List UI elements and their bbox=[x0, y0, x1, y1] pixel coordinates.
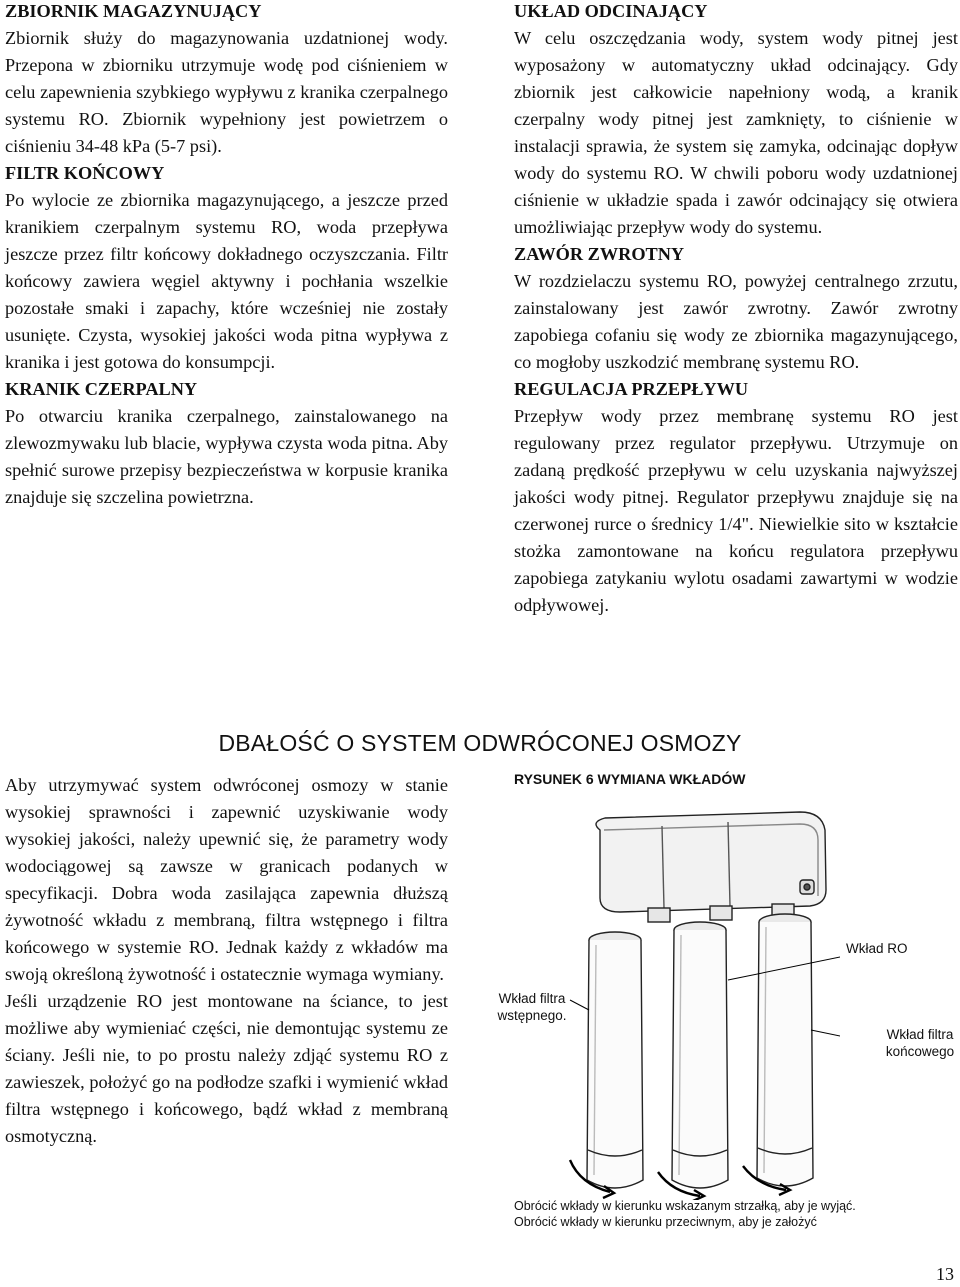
flow-regulation-heading: REGULACJA PRZEPŁYWU bbox=[514, 379, 749, 399]
check-valve-text: W rozdzielaczu systemu RO, powyżej centralnego zrzutu, zainstalowany jest zawór zwrotny. Zawór zwrotny zapobiega cofaniu się wody ze zbiornika magazynującego, co mogłoby uszkodzić membranę systemu RO. bbox=[514, 271, 958, 372]
label-post-filter-line-2: końcowego bbox=[885, 1044, 955, 1059]
label-pre-filter-line-1: Wkład filtra bbox=[498, 991, 566, 1006]
cartridge-replacement-illustration bbox=[560, 800, 840, 1200]
maintenance-paragraph-2: Jeśli urządzenie RO jest montowane na ściance, to jest możliwe aby wymieniać części, nie demontując systemu ze ściany. Jeśli nie, to po prostu należy zdjąć systemu RO z zawieszek, położyć go na podłodze szafki i wymienić wkład filtra wstępnego i końcowego, bądź wkład z membraną osmotyczną. bbox=[5, 991, 448, 1146]
final-filter-heading: FILTR KOŃCOWY bbox=[5, 163, 165, 183]
label-ro-cartridge: Wkład RO bbox=[846, 941, 908, 956]
shutoff-text: W celu oszczędzania wody, system wody pitnej jest wyposażony w automatyczny układ odcinający. Gdy zbiornik jest całkowicie napełniony wodą, a kranik czerpalny wody pitnej jest zamknięty, to ciśnienie w instalacji sprawia, że system się zamyka, odcinając dopływ wody do systemu RO. W chwili poboru wody uzdatnionej ciśnienie w układzie spada i zawór odcinający się otwiera umożliwiając przepływ wody do systemu. bbox=[514, 28, 958, 237]
label-pre-filter-line-2: wstępnego. bbox=[497, 1008, 567, 1023]
figure-title: RYSUNEK 6 WYMIANA WKŁADÓW bbox=[514, 771, 746, 787]
label-pre-filter bbox=[486, 990, 578, 1024]
page-number: 13 bbox=[936, 1264, 954, 1284]
figure-caption-line-1: Obrócić wkłady w kierunku wskazanym strzałką, aby je wyjąć. bbox=[514, 1199, 856, 1213]
label-post-filter bbox=[880, 1026, 960, 1060]
figure-caption-line-2: Obrócić wkłady w kierunku przeciwnym, aby je założyć bbox=[514, 1215, 817, 1229]
tank-heading: ZBIORNIK MAGAZYNUJĄCY bbox=[5, 1, 262, 21]
left-column bbox=[5, 0, 448, 511]
check-valve-heading: ZAWÓR ZWROTNY bbox=[514, 244, 685, 264]
tank-text: Zbiornik służy do magazynowania uzdatnionej wody. Przepona w zbiorniku utrzymuje wodę pod ciśnieniem w celu zapewnienia szybkiego wypływu z kranika czerpalnego systemu RO. Zbiornik wypełniony jest powietrzem o ciśnieniu 34-48 kPa (5-7 psi). bbox=[5, 28, 448, 156]
maintenance-text bbox=[5, 772, 448, 1150]
flow-regulation-text: Przepływ wody przez membranę systemu RO jest regulowany przez regulator przepływu. Utrzymuje on zadaną prędkość przepływu w celu uzyskania najwyższej jakości wody pitnej. Regulator przepływu znajduje się na czerwonej rurce o średnicy 1/4". Niewielkie sito w kształcie stożka zamontowane na końcu regulatora przepływu zapobiega zatykaniu wylotu osadami zawartymi w wodzie odpływowej. bbox=[514, 406, 958, 615]
shutoff-heading: UKŁAD ODCINAJĄCY bbox=[514, 1, 708, 21]
faucet-heading: KRANIK CZERPALNY bbox=[5, 379, 198, 399]
figure-caption bbox=[514, 1198, 856, 1230]
maintenance-paragraph-1: Aby utrzymywać system odwróconej osmozy w stanie wysokiej sprawności i zapewnić uzyskiwanie wody wysokiej jakości, należy upewnić się, że parametry wody wodociągowej są zawsze w granicach podanych w specyfikacji. Dobra woda zasilająca zapewnia dłuższą żywotność wkładu z membraną, filtra wstępnego i filtra końcowego w systemie RO. Jednak każdy z wkładów ma swoją określoną żywotność i ostatecznie wymaga wymiany. bbox=[5, 775, 448, 984]
label-post-filter-line-1: Wkład filtra bbox=[886, 1027, 954, 1042]
final-filter-text: Po wylocie ze zbiornika magazynującego, a jeszcze przed kranikiem czerpalnym systemu RO, woda przepływa jeszcze przez filtr końcowy dokładnego oczyszczania. Filtr końcowy zawiera węgiel aktywny i pochłania wszelkie pozostałe smaki i zapachy, które wcześniej nie zostały usunięte. Czysta, wysokiej jakości woda pitna wypływa z kranika i jest gotowa do konsumpcji. bbox=[5, 190, 448, 372]
maintenance-title: DBAŁOŚĆ O SYSTEM ODWRÓCONEJ OSMOZY bbox=[218, 730, 742, 756]
faucet-text: Po otwarciu kranika czerpalnego, zainstalowanego na zlewozmywaku lub blacie, wypływa czysta woda pitna. Aby spełnić surowe przepisy bezpieczeństwa w korpusie kranika znajduje się szczelina powietrzna. bbox=[5, 406, 448, 507]
right-column bbox=[514, 0, 958, 619]
